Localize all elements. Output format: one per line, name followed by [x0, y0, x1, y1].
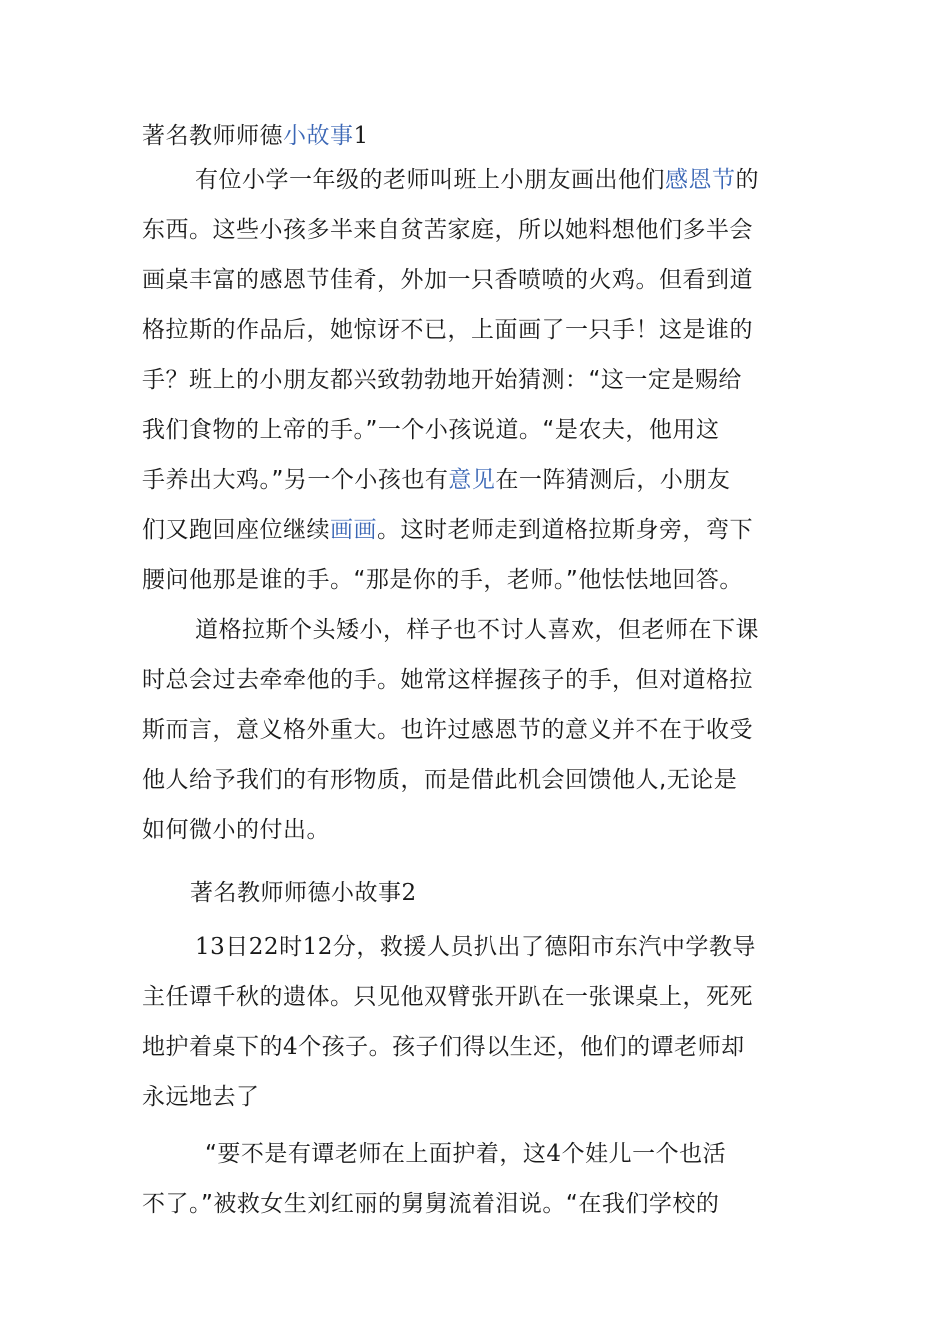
link-huahua[interactable]: 画画 — [330, 517, 377, 543]
story1-p2-line1: 道格拉斯个头矮小，样子也不讨人喜欢，但老师在下课 — [195, 617, 759, 643]
story2-title — [190, 878, 417, 908]
link-yijian[interactable]: 意见 — [448, 467, 496, 493]
text-segment: 的 — [735, 167, 759, 193]
story1-p1-line3: 画桌丰富的感恩节佳肴，外加一只香喷喷的火鸡。但看到道 — [142, 267, 753, 293]
number: 13 — [195, 934, 226, 960]
text-segment: 手养出大鸡。”另一个小孩也有 — [142, 467, 449, 493]
story1-p2-line3: 斯而言，意义格外重大。也许过感恩节的意义并不在于收受 — [142, 717, 753, 743]
story2-p1-line2: 主任谭千秋的遗体。只见他双臂张开趴在一张课桌上，死死 — [142, 984, 753, 1010]
story1-title — [142, 121, 369, 151]
story1-title-prefix: 著名教师师德 — [142, 123, 283, 149]
number: 22 — [248, 934, 280, 960]
link-ganen-jie[interactable]: 感恩节 — [665, 167, 736, 193]
text-segment: 在一阵猜测后，小朋友 — [495, 467, 731, 493]
number: 4 — [546, 1141, 562, 1167]
number: 12 — [302, 934, 333, 960]
story2-title-num: 2 — [401, 880, 417, 906]
story1-p1-line6: 我们食物的上帝的手。”一个小孩说道。“是农夫，他用这 — [142, 417, 720, 443]
story1-p1-line1 — [195, 165, 759, 195]
story2-p1-line4: 永远地去了 — [142, 1084, 260, 1110]
story1-p1-line4: 格拉斯的作品后，她惊讶不已，上面画了一只手！这是谁的 — [142, 317, 753, 343]
text-segment: 地护着桌下的 — [142, 1034, 283, 1060]
story1-p1-line2: 东西。这些小孩多半来自贫苦家庭，所以她料想他们多半会 — [142, 217, 753, 243]
story2-title-prefix: 著名教师师德小故事 — [190, 880, 402, 906]
story1-p2-line4: 他人给予我们的有形物质，而是借此机会回馈他人,无论是 — [142, 767, 738, 793]
story1-p2-line2: 时总会过去牵牵他的手。她常这样握孩子的手，但对道格拉 — [142, 667, 753, 693]
story2-p2-line2: 不了。”被救女生刘红丽的舅舅流着泪说。“在我们学校的 — [142, 1191, 720, 1217]
text-segment: 日 — [225, 934, 249, 960]
text-segment: 个娃儿一个也活 — [561, 1141, 727, 1167]
text-segment: 。这时老师走到道格拉斯身旁，弯下 — [377, 517, 753, 543]
text-segment: 时 — [279, 934, 303, 960]
text-segment: “要不是有谭老师在上面护着，这 — [205, 1141, 547, 1167]
story1-title-num: 1 — [353, 123, 369, 149]
story1-p1-line5: 手？班上的小朋友都兴致勃勃地开始猜测：“这一定是赐给 — [142, 367, 742, 393]
text-segment: 个孩子。孩子们得以生还，他们的谭老师却 — [298, 1034, 745, 1060]
story2-p1-line3 — [142, 1032, 745, 1062]
number: 4 — [283, 1034, 299, 1060]
story1-p1-line9: 腰问他那是谁的手。“那是你的手，老师。”他怯怯地回答。 — [142, 567, 743, 593]
story1-p1-line8 — [142, 515, 753, 545]
story2-p2-line1 — [205, 1139, 726, 1169]
story2-p1-line1 — [195, 932, 756, 962]
text-segment: 分，救援人员扒出了德阳市东汽中学教导 — [332, 934, 756, 960]
text-segment: 有位小学一年级的老师叫班上小朋友画出他们 — [195, 167, 665, 193]
story1-p2-line5: 如何微小的付出。 — [142, 817, 330, 843]
text-segment: 们又跑回座位继续 — [142, 517, 330, 543]
link-xiao-gushi[interactable]: 小故事 — [283, 123, 354, 149]
story1-p1-line7 — [142, 465, 730, 495]
